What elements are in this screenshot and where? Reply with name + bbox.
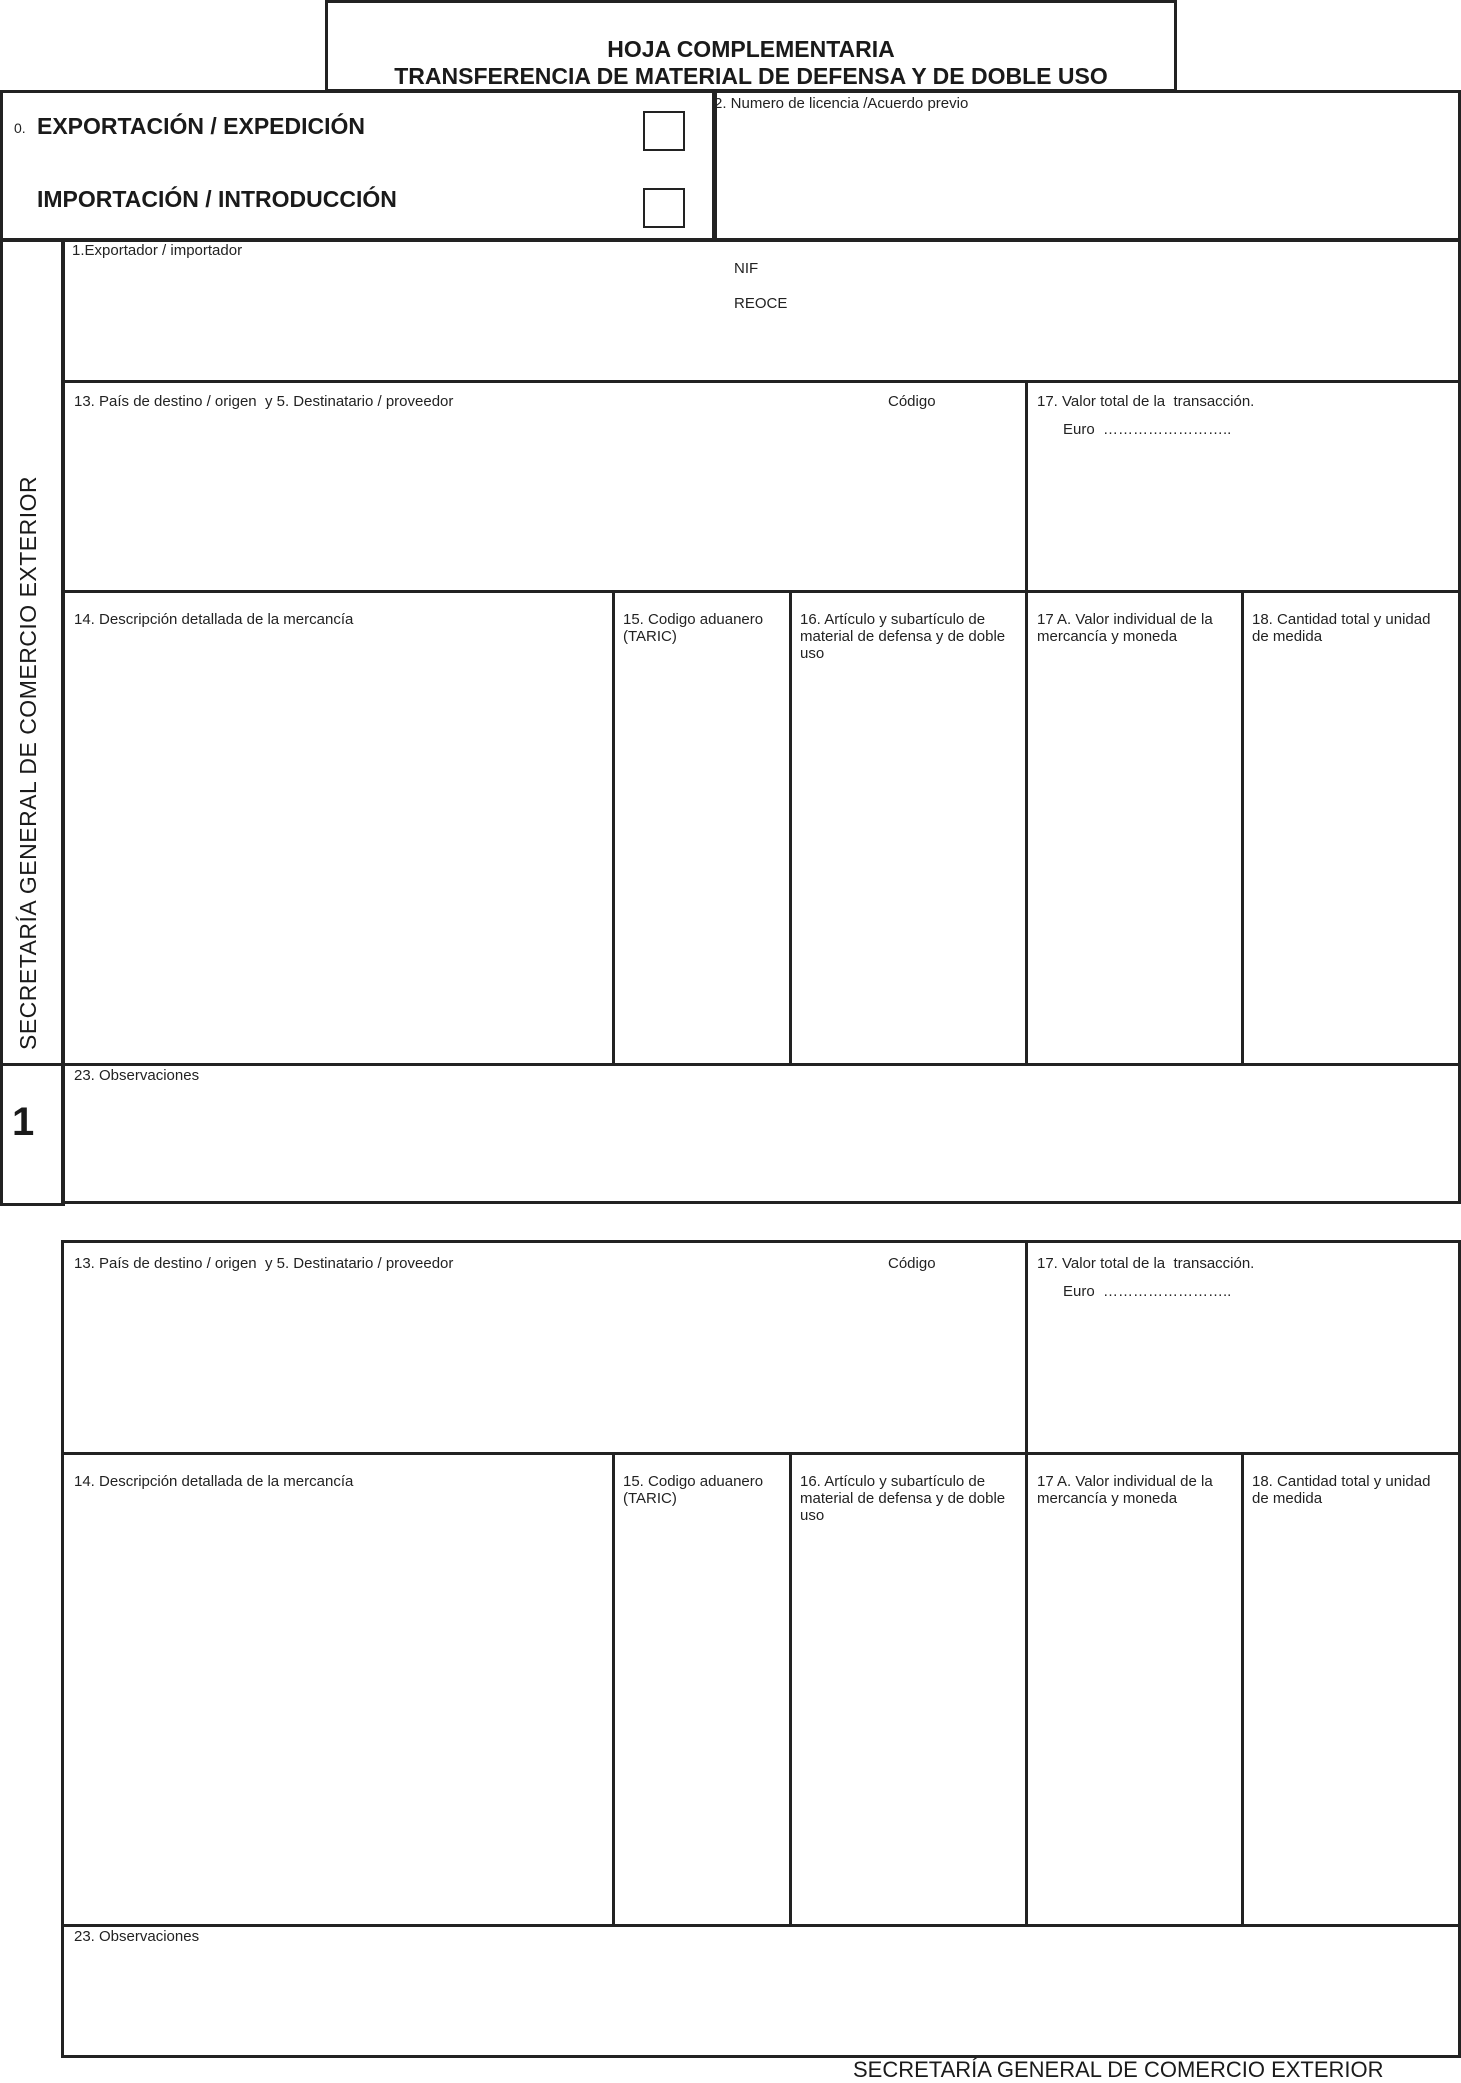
block-2-box	[61, 1240, 1461, 2058]
field-17a-label: 17 A. Valor individual de la mercancía y moneda	[1037, 611, 1213, 645]
copy-number: 1	[12, 1100, 35, 1144]
codigo-label: Código	[888, 393, 936, 410]
field-17a-label: 17 A. Valor individual de la mercancía y moneda	[1037, 1473, 1213, 1507]
divider	[1241, 590, 1244, 1066]
export-label: EXPORTACIÓN / EXPEDICIÓN	[37, 113, 366, 139]
field-16-label: 16. Artículo y subartículo de material de defensa y de doble uso	[800, 611, 1006, 662]
header-title-box	[325, 0, 1177, 92]
field-15-label: 15. Codigo aduanero (TARIC)	[623, 611, 764, 645]
codigo-label: Código	[888, 1255, 936, 1272]
field-18-label: 18. Cantidad total y unidad de medida	[1252, 1473, 1431, 1507]
import-checkbox[interactable]	[643, 188, 685, 228]
form-subtitle: TRANSFERENCIA DE MATERIAL DE DEFENSA Y DE DOBLE USO	[394, 63, 1108, 89]
field-2-box	[712, 90, 1461, 242]
divider	[789, 1452, 792, 1927]
euro-line: Euro ……………………..	[1063, 421, 1232, 438]
field-16-label: 16. Artículo y subartículo de material de defensa y de doble uso	[800, 1473, 1006, 1524]
divider	[1025, 590, 1028, 1066]
divider	[1025, 1452, 1028, 1927]
euro-line: Euro ……………………..	[1063, 1283, 1232, 1300]
field-13-label: 13. País de destino / origen y 5. Destinatario / proveedor	[74, 393, 454, 410]
footer-text: SECRETARÍA GENERAL DE COMERCIO EXTERIOR	[853, 2057, 1384, 2082]
field-2-label: 2. Numero de licencia /Acuerdo previo	[714, 95, 969, 112]
export-checkbox[interactable]	[643, 111, 685, 151]
divider	[789, 590, 792, 1066]
divider	[61, 1452, 1461, 1455]
divider	[612, 590, 615, 1066]
field-23-label: 23. Observaciones	[74, 1928, 200, 1945]
divider	[61, 380, 1461, 383]
field-23-label: 23. Observaciones	[74, 1067, 200, 1084]
import-label: IMPORTACIÓN / INTRODUCCIÓN	[37, 186, 397, 212]
divider	[1025, 380, 1028, 593]
divider	[1241, 1452, 1244, 1927]
divider	[612, 1452, 615, 1927]
field-18-label: 18. Cantidad total y unidad de medida	[1252, 611, 1431, 645]
divider	[61, 590, 1461, 593]
field-17-label: 17. Valor total de la transacción.	[1037, 1255, 1255, 1272]
divider	[1025, 1240, 1028, 1455]
field-14-label: 14. Descripción detallada de la mercancía	[74, 1473, 354, 1490]
divider	[61, 1924, 1461, 1927]
section-0-number: 0.	[14, 120, 26, 136]
nif-label: NIF	[734, 260, 759, 277]
field-14-label: 14. Descripción detallada de la mercancía	[74, 611, 354, 628]
side-vertical-text: SECRETARÍA GENERAL DE COMERCIO EXTERIOR	[15, 475, 41, 1050]
field-1-label: 1.Exportador / importador	[72, 242, 243, 259]
field-13-label: 13. País de destino / origen y 5. Destinatario / proveedor	[74, 1255, 454, 1272]
form-title: HOJA COMPLEMENTARIA	[607, 36, 895, 62]
reoce-label: REOCE	[734, 295, 788, 312]
field-17-label: 17. Valor total de la transacción.	[1037, 393, 1255, 410]
field-15-label: 15. Codigo aduanero (TARIC)	[623, 1473, 764, 1507]
